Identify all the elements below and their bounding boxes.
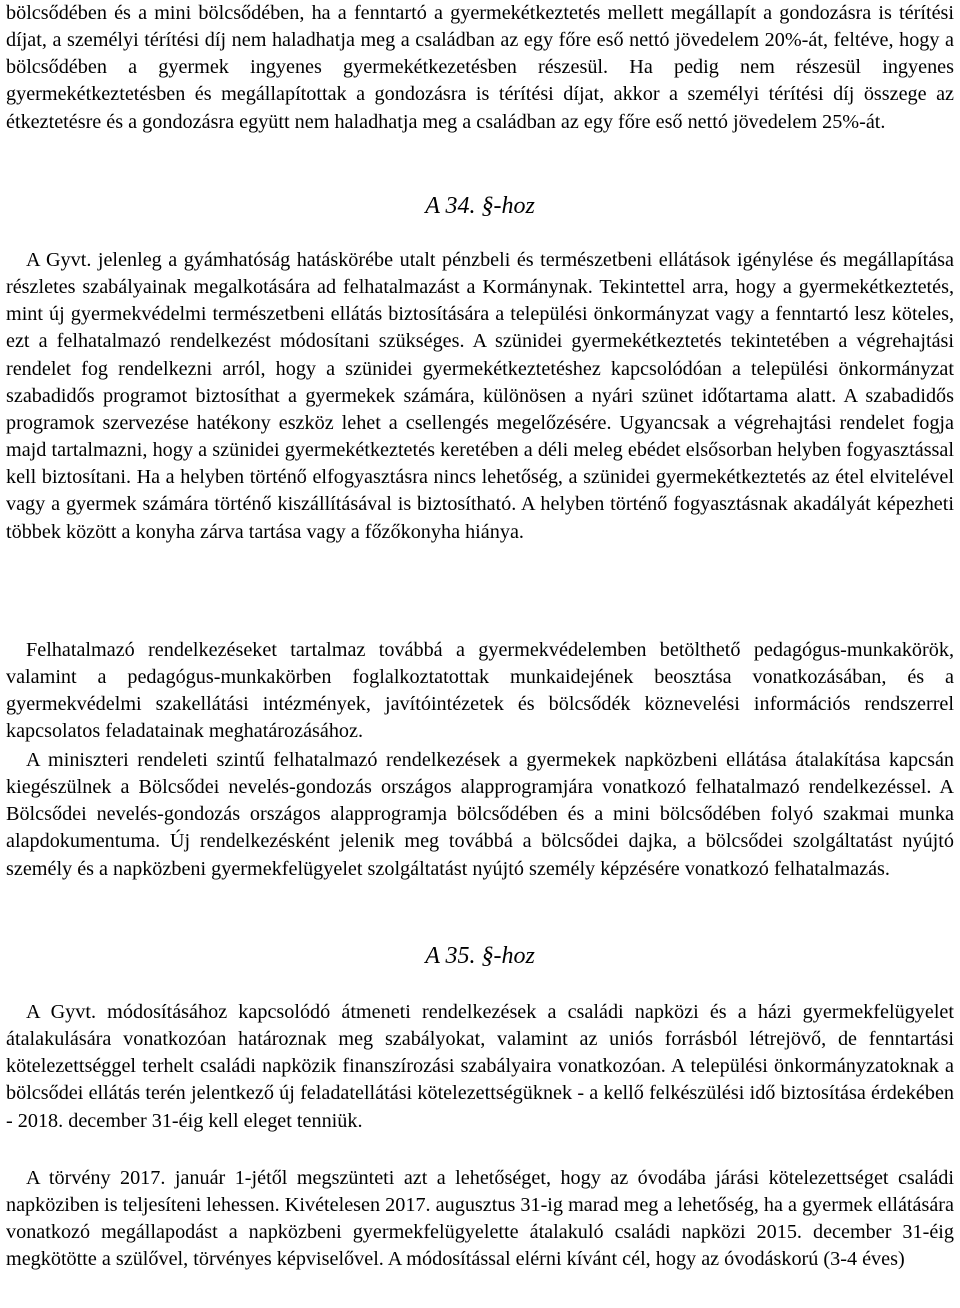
paragraph-0: bölcsődében és a mini bölcsődében, ha a fenntartó a gyermekétkeztetés mellett megállapít a gondozásra is térítési díjat, a személyi térítési díj nem haladhatja meg a családban az egy főre eső nettó jövedelem 20%-át, feltéve, hogy a bölcsődében a gyermek ingyenes gyermekétkezetésben részesül. Ha pedig nem részesül ingyenes gyermekétkeztetésben és megállapítottak a gondozásra is térítési díjat, akkor a személyi térítési díj összege az étkeztetésre és a gondozásra együtt nem haladhatja meg a családban az egy főre eső nettó jövedelem 25%-át. (6, 2, 954, 133)
paragraph-3: A miniszteri rendeleti szintű felhatalmazó rendelkezések a gyermekek napközbeni ellátása átalakítása kapcsán kiegészülnek a Bölcsődei nevelés-gondozás országos alapprogramjára vonatkozó felhatalmazó rendelkezéssel. A Bölcsődei nevelés-gondozás országos alapprogramja bölcsődében és a mini bölcsődében folyó szakmai munka alapdokumentuma. Új rendelkezésként jelenik meg továbbá a bölcsődei dajka, a bölcsődei szolgáltatást nyújtó személy és a napközbeni gyermekfelügyelet szolgáltatást nyújtó személy képzésére vonatkozó felhatalmazás. (6, 749, 954, 880)
paragraph-1: A Gyvt. jelenleg a gyámhatóság hatáskörébe utalt pénzbeli és természetbeni ellátások igénylése és megállapítása részletes szabályainak megalkotására ad felhatalmazást a Kormánynak. Tekintettel arra, hogy a gyermekétkeztetés, mint új gyermekvédelmi természetbeni ellátás biztosítására a települési önkormányzat vagy a fenntartó lesz köteles, ezt a felhatalmazó rendelkezést módosítani szükséges. A szünidei gyermekétkeztetés tekintetében a végrehajtási rendelet fog rendelkezni arról, hogy a szünidei gyermekétkeztetéshez kapcsolódóan a települési önkormányzat szabadidős programot biztosíthat a gyermekek számára, különösen a nyári szünet időtartama alatt. A szabadidős programok szervezése hatékony eszköz lehet a csellengés megelőzésére. Ugyancsak a végrehajtási rendelet fogja majd tartalmazni, hogy a szünidei gyermekétkeztetés keretében a déli meleg ebédet elsősorban helyben fogyasztással kell biztosítani. Ha a helyben történő elfogyasztásra nincs lehetőség, a szünidei gyermekétkeztetés az étel elvitelével vagy a gyermek számára történő kiszállításával is biztosítható. A helyben történő fogyasztásnak akadályát képezheti többek között a konyha zárva tartása vagy a főzőkonyha hiánya. (6, 249, 954, 543)
paragraph-5: A törvény 2017. január 1-jétől megszünteti azt a lehetőséget, hogy az óvodába járási kötelezettséget családi napköziben is teljesíteni lehessen. Kivételesen 2017. augusztus 31-ig marad meg a lehetőség, ha a gyermek ellátására vonatkozó megállapodást a napközbeni gyermekfelügyelette átalakuló családi napközi 2015. december 31-éig megkötötte a szülővel, törvényes képviselővel. A módosítással elérni kívánt cél, hogy az óvodáskorú (3-4 éves) (6, 1167, 954, 1271)
section-heading-35: A 35. §-hoz (425, 943, 535, 969)
paragraph-4: A Gyvt. módosításához kapcsolódó átmeneti rendelkezések a családi napközi és a házi gyermekfelügyelet átalakulására vonatkozóan határoznak meg szabályokat, valamint az uniós forrásból létrejövő, de fenntartási kötelezettséggel terhelt családi napközik finanszírozási szabályaira vonatkozóan. A települési önkormányzatoknak a bölcsődei ellátás terén jelentkező új feladatellátási kötelezettségüknek - a kellő felkészülési idő biztosítása érdekében - 2018. december 31-éig kell eleget tenniük. (6, 1001, 954, 1132)
paragraph-2: Felhatalmazó rendelkezéseket tartalmaz továbbá a gyermekvédelemben betölthető pedagógus-munkakörök, valamint a pedagógus-munkakörben foglalkoztatottak munkaidejének beosztása vonatkozásában, és a gyermekvédelmi szakellátási intézmények, javítóintézetek és bölcsődék köznevelési információs rendszerrel kapcsolatos feladatainak meghatározásához. (6, 639, 954, 743)
section-heading-34: A 34. §-hoz (425, 193, 535, 219)
